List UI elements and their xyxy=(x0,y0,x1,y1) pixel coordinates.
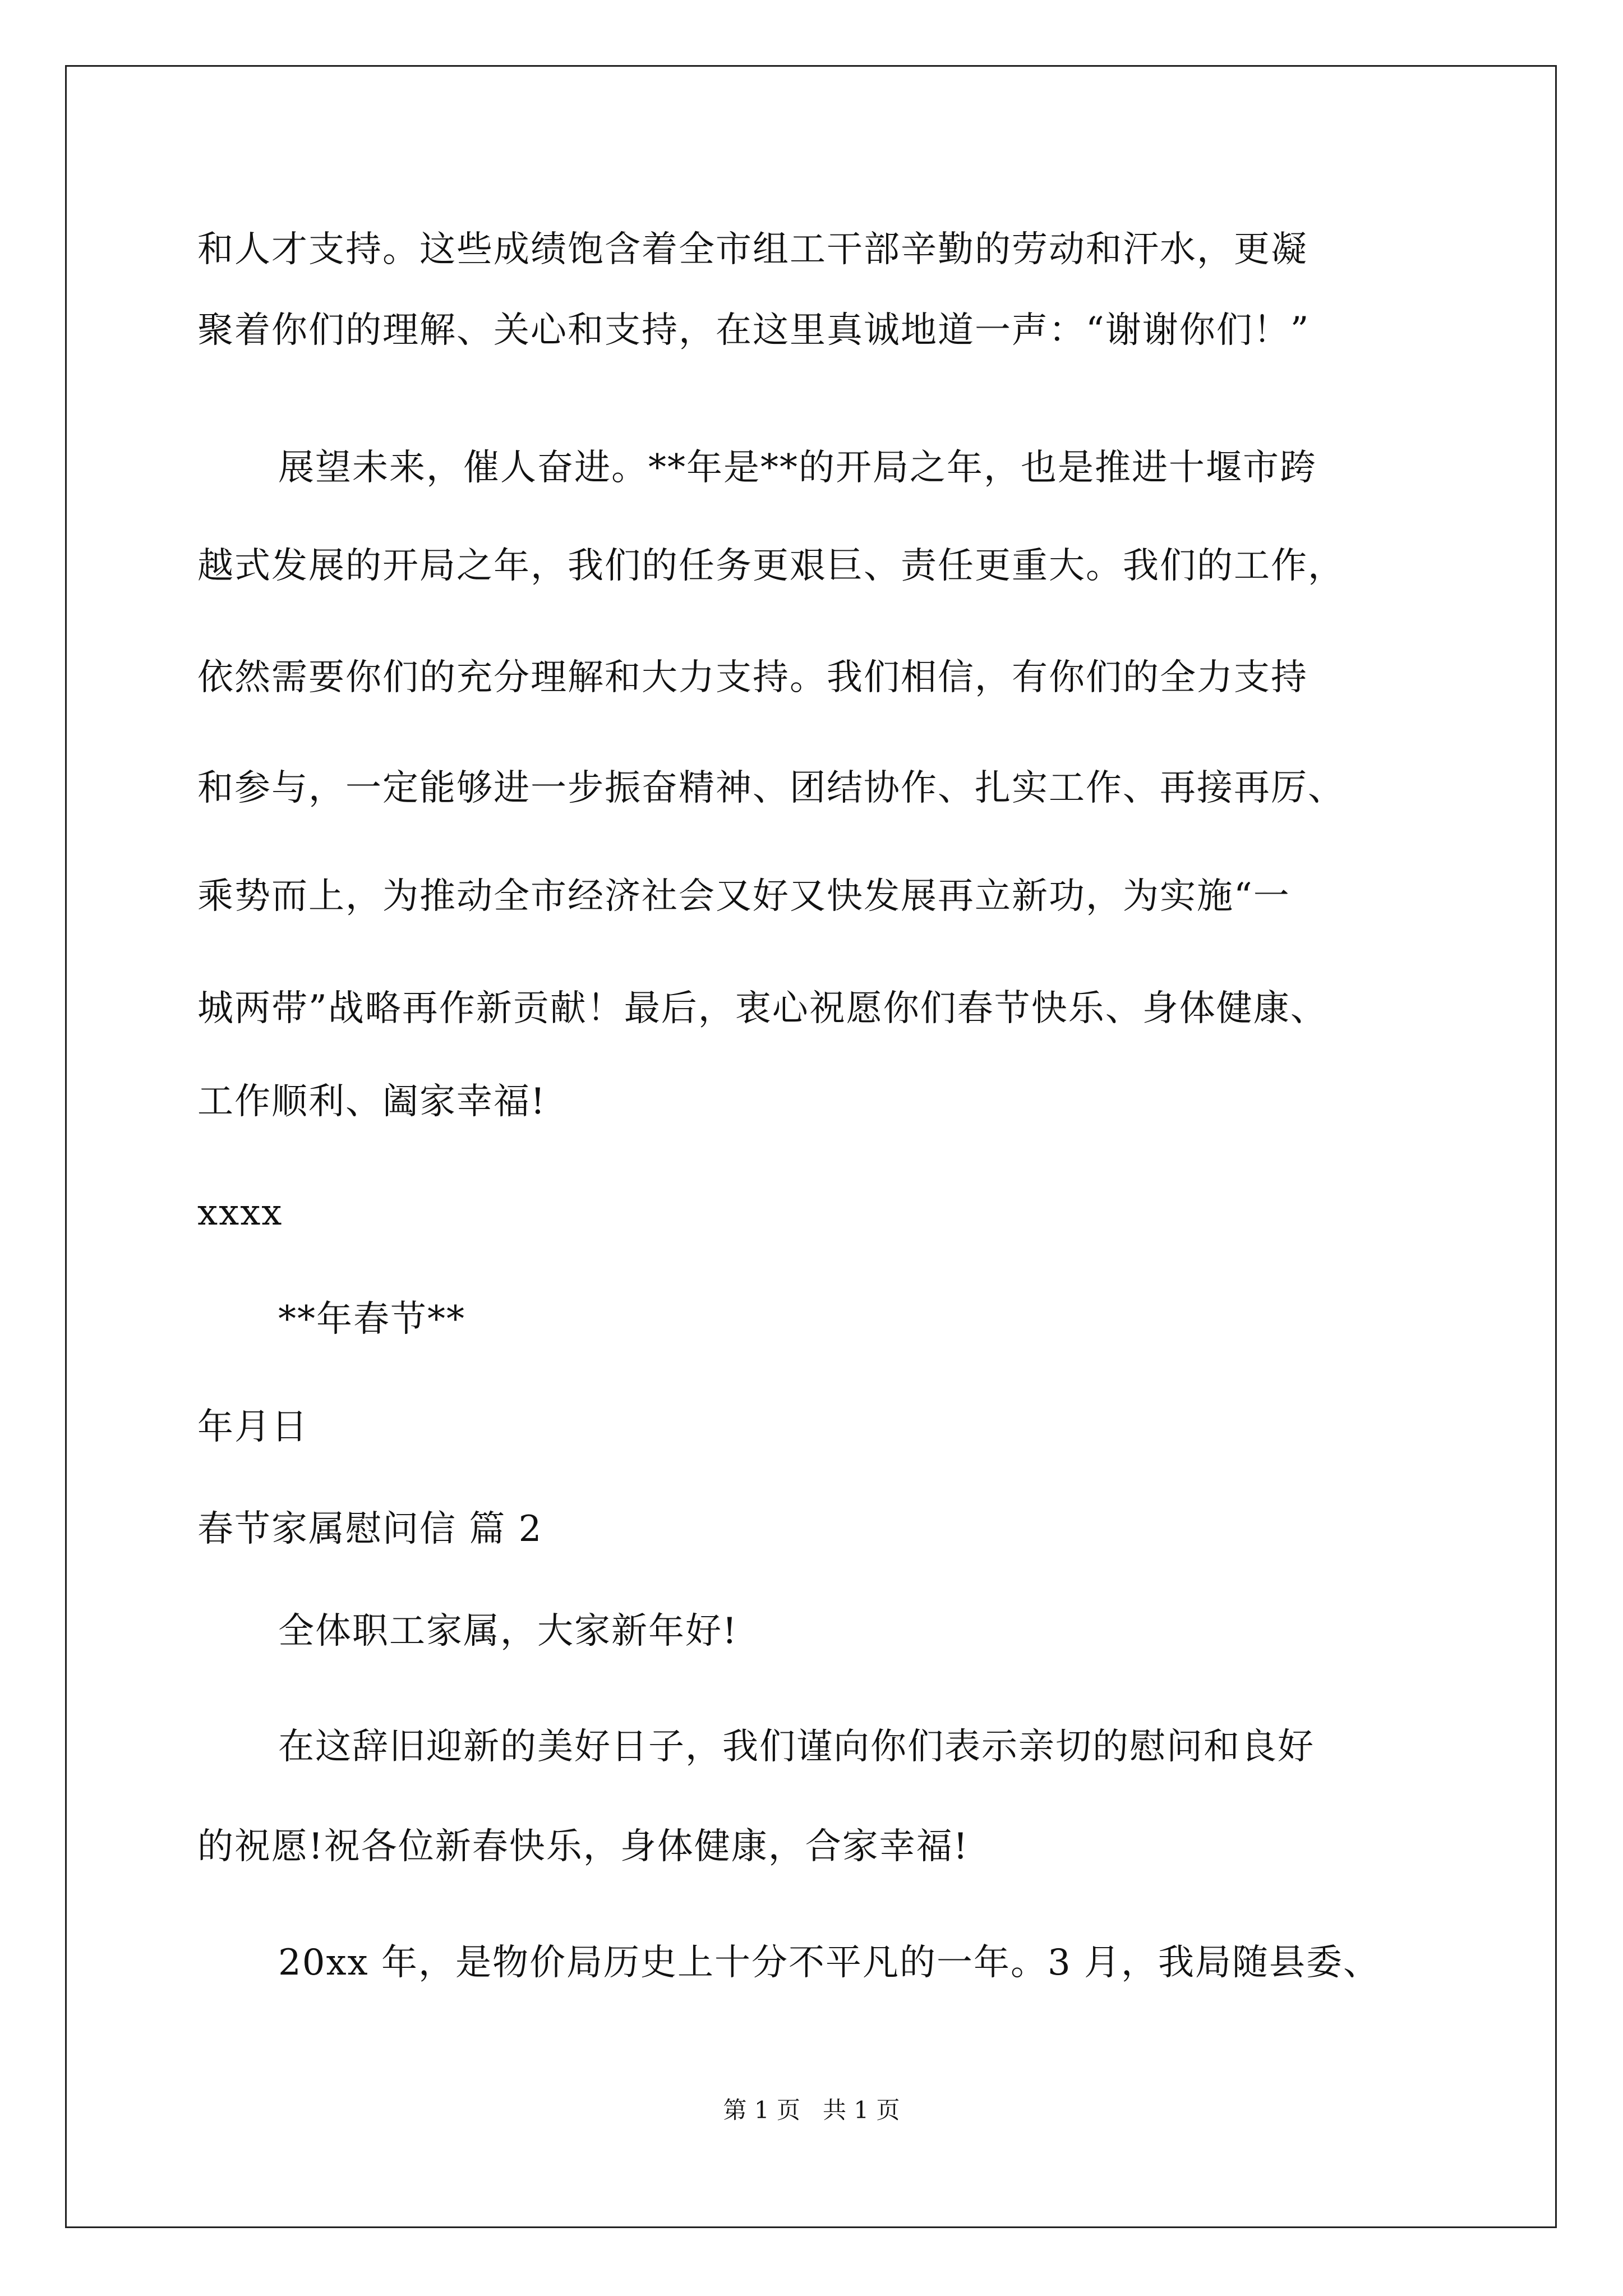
body-line: 20xx 年，是物价局历史上十分不平凡的一年。3 月，我局随县委、 xyxy=(278,1942,1381,1984)
body-line: 越式发展的开局之年，我们的任务更艰巨、责任更重大。我们的工作， xyxy=(197,545,1345,587)
body-line: 乘势而上，为推动全市经济社会又好又快发展再立新功，为实施“一 xyxy=(197,876,1290,917)
body-line: 聚着你们的理解、关心和支持，在这里真诚地道一声：“谢谢你们！” xyxy=(197,310,1310,351)
body-line: 在这辞旧迎新的美好日子，我们谨向你们表示亲切的慰问和良好 xyxy=(278,1726,1315,1768)
body-line: 的祝愿!祝各位新春快乐，身体健康，合家幸福! xyxy=(197,1826,969,1867)
body-line: 依然需要你们的充分理解和大力支持。我们相信，有你们的全力支持 xyxy=(197,657,1308,698)
body-line: 和人才支持。这些成绩饱含着全市组工干部辛勤的劳动和汗水，更凝 xyxy=(197,229,1308,270)
page-border xyxy=(65,65,1557,2228)
date-line: 年月日 xyxy=(197,1406,308,1448)
body-line: 工作顺利、阖家幸福! xyxy=(197,1081,546,1122)
signature-date-line: **年春节** xyxy=(278,1299,465,1340)
signature: xxxx xyxy=(197,1192,283,1234)
body-line: 展望未来，催人奋进。**年是**的开局之年，也是推进十堰市跨 xyxy=(278,447,1317,489)
page-number-footer: 第 1 页 共 1 页 xyxy=(723,2096,900,2124)
body-line: 城两带”战略再作新贡献！最后，衷心祝愿你们春节快乐、身体健康、 xyxy=(197,988,1327,1029)
salutation: 全体职工家属，大家新年好! xyxy=(278,1611,738,1652)
body-line: 和参与，一定能够进一步振奋精神、团结协作、扎实工作、再接再厉、 xyxy=(197,767,1345,809)
section-heading: 春节家属慰问信 篇 2 xyxy=(197,1508,543,1550)
